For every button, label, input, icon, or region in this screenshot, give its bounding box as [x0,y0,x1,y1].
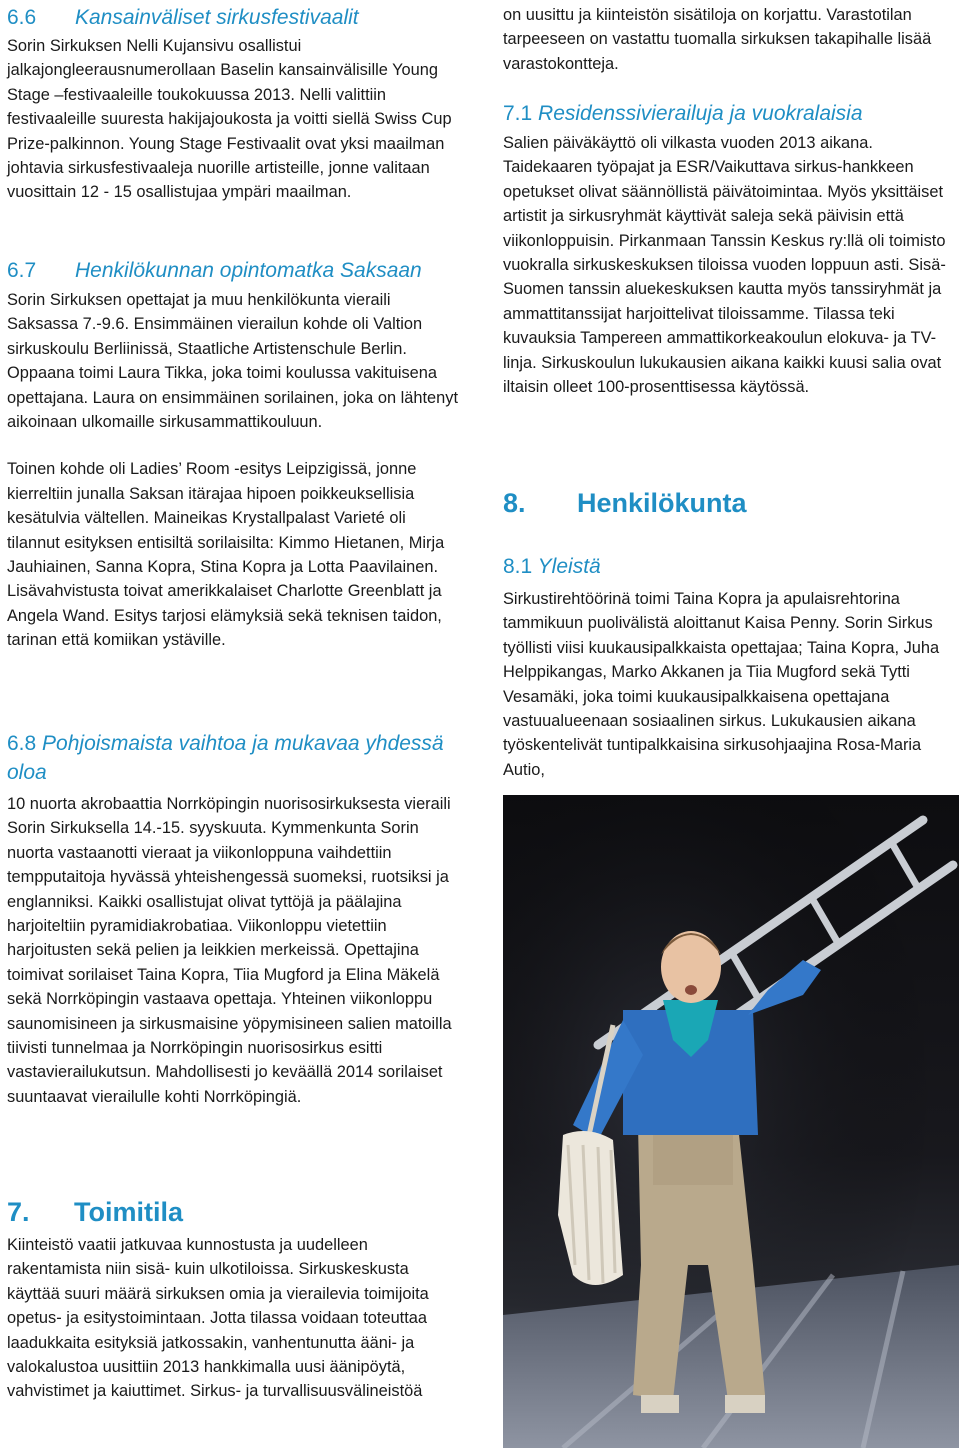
paragraph-6-6: Sorin Sirkuksen Nelli Kujansivu osallistui jalkajongleerausnumerollaan Baselin kansainvälisille Young Stage –festivaaleille toukokuussa 2013. Nelli valittiin festivaaleille suuresta hakijajoukosta ja voitti siellä Swiss Cup Prize-palkinnon. Young Stage Festivaalit ovat yksi maailman johtavia sirkusfestivaaleja nuorille artisteille, jonne valitaan vuosittain 12 - 15 osallistujaa ympäri maailman. [7,37,452,202]
paragraph-6-7b: Toinen kohde oli Ladies’ Room -esitys Leipzigissä, jonne kierreltiin junalla Saksan itärajaa hipoen poikkeuksellisia kesätulvia vältellen. Maineikas Krystallpalast Varieté oli tilannut esityksen entisiltä sorilaisilta: Kimmo Hietanen, Mirja Jauhiainen, Sanna Kopra, Stina Kopra ja Lotta Paavilainen. Lisävahvistusta toivat amerikkalaiset Charlotte Greenblatt ja Angela Wand. Esitys tarjosi elämyksiä sekä teknisen taidon, tarinan että komiikan ystäville. [7,460,445,650]
paragraph-7-1: Salien päiväkäyttö oli vilkasta vuoden 2013 aikana. Taidekaaren työpajat ja ESR/Vaikuttava sirkus-hankkeen opetukset olivat säännöllistä päivätoimintaa. Myös yksittäiset artistit ja sirkusryhmät käyttivät saleja sekä päivisin että viikonloppuisin. Pirkanmaan Tanssin Keskus ry:llä oli toimisto vuokralla sirkuskeskuksen tiloissa vuoden loppuun asti. Sisä-Suomen tanssin aluekeskuksen kautta myös tanssiryhmät ja ammattitanssijat harjoittelivat tiloissamme. Tilassa teki kuvauksia Tampereen ammattikorkeakoulun elokuva- ja TV-linja. Sirkuskoulun lukukausien aikana kaikki kuusi salia ovat iltaisin olleet 100-prosenttisessa käytössä. [503,134,946,397]
performer-illustration [503,795,959,1448]
section-7-1 [503,99,959,399]
heading-6-8: 6.8 Pohjoismaista vaihtoa ja mukavaa yhdessä oloa [7,732,444,784]
heading-8-1: 8.1 Yleistä [503,555,601,578]
section-6-6 [7,3,463,205]
section-7 [7,1195,463,1404]
performer-photo [503,795,959,1448]
heading-6-6: 6.6 Kansainväliset sirkusfestivaalit [7,6,359,29]
paragraph-continued: on uusittu ja kiinteistön sisätiloja on korjattu. Varastotilan tarpeeseen on vastattu tuomalla sirkuksen takapihalle lisää varastokontteja. [503,6,932,73]
section-6-8 [7,729,463,1109]
paragraph-6-7a: Sorin Sirkuksen opettajat ja muu henkilökunta vieraili Saksassa 7.-9.6. Ensimmäinen vierailun kohde oli Valtion sirkuskoulu Berliinissä, Staatliche Artistenschule Berlin. Oppaana toimi Laura Tikka, joka toimi koulussa vakituisena opettajana. Laura on ensimmäinen sorilainen, joka on lähtenyt aikoinaan ulkomaille sirkusammattikouluun. [7,291,459,432]
heading-7: 7. Toimitila [7,1197,184,1227]
section-8-1 [503,552,959,782]
paragraph-8-1: Sirkustirehtöörinä toimi Taina Kopra ja apulaisrehtorina tammikuun puolivälistä aloittanut Kaisa Penny. Sorin Sirkus työllisti viisi kuukausipalkkaista opettajaa; Taina Kopra, Juha Helppikangas, Marko Akkanen ja Tiia Mugford sekä Tytti Vesamäki, joka toimi kuukausipalkkaisena opettajana vastuualueenaan sosiaalinen sirkus. Lukukausien aikana työskentelivät tuntipalkkaisina sirkusohjaajina Rosa-Maria Autio, [503,590,940,779]
heading-7-1: 7.1 Residenssivierailuja ja vuokralaisia [503,102,863,125]
heading-8: 8. Henkilökunta [503,488,747,518]
section-6-7 [7,256,463,653]
paragraph-6-8: 10 nuorta akrobaattia Norrköpingin nuorisosirkuksesta vieraili Sorin Sirkuksella 14.-15. syyskuuta. Kymmenkunta Sorin nuorta vastaanotti vieraat ja viikonloppuna vaihdettiin tempputaitoja hyvässä yhteishengessä suomeksi, ruotsiksi ja englanniksi. Kaikki osallistujat olivat tyttöjä ja päälajina harjoiteltiin pyramidiakrobatiaa. Viikonloppu vietettiin harjoitusten sekä pelien ja leikkien merkeissä. Opettajina toimivat sorilaiset Taina Kopra, Tiia Mugford ja Elina Mäkelä sekä Norrköpingin vastaava opettaja. Yhteinen viikonloppu saunomisineen ja sirkusmaisine yöpymisineen salien matoilla tiivisti tunnelmaa ja Norrköpingin nuorisosirkus esitti vastavierailukutsun. Mahdollisesti jo keväällä 2014 sorilaiset suuntaavat vierailulle kohti Norrköpingiä. [7,795,452,1106]
section-8 [503,486,959,520]
performer-head [661,931,721,1003]
paragraph-7: Kiinteistö vaatii jatkuvaa kunnostusta ja uudelleen rakentamista niin sisä- kuin ulkotiloissa. Sirkuskeskusta käyttää suuri määrä sirkuksen omia ja vierailevia toimijoita opetus- ja esitystoimintaan. Jotta tilassa voidaan toteuttaa laadukkaita esityksiä jatkossakin, vanhentunutta ääni- ja valokalustoa uusittiin 2013 hankkimalla uusi äänipöytä, vahvistimet ja kaiuttimet. Sirkus- ja turvallisuusvälineistöä [7,1236,429,1401]
heading-6-7: 6.7 Henkilökunnan opintomatka Saksaan [7,259,422,282]
